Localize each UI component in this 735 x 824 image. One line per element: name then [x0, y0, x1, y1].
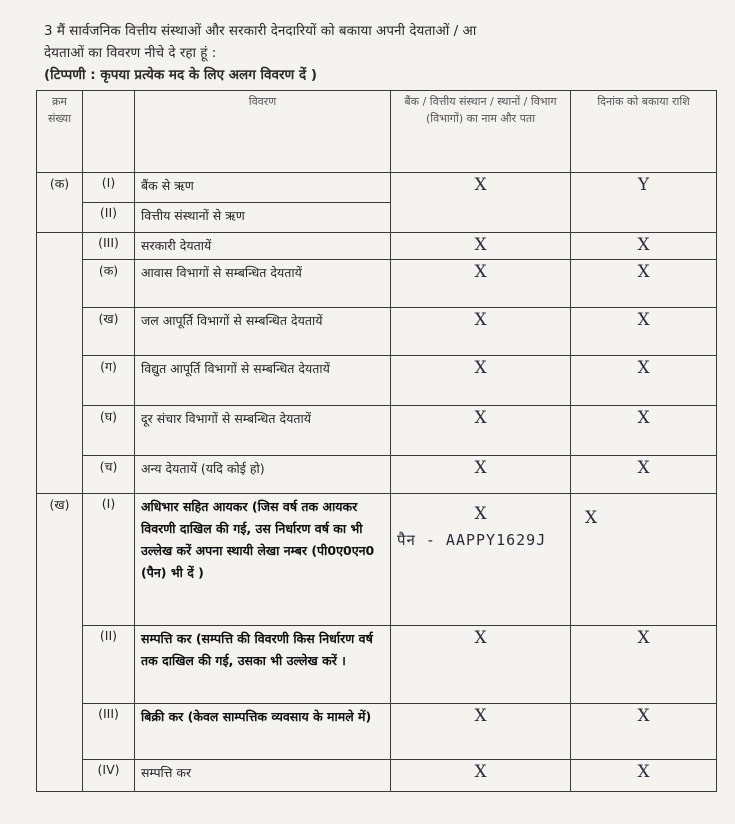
- row-number: (III): [83, 704, 135, 760]
- institution-cell: [391, 494, 571, 626]
- row-number: (II): [83, 626, 135, 704]
- amount-mark: X: [571, 356, 717, 406]
- table-row: [37, 626, 717, 704]
- header-amount: दिनांक को बकाया राशि: [571, 91, 717, 173]
- heading-note: (टिप्पणी : कृपया प्रत्येक मद के लिए अलग विवरण दें ): [44, 67, 318, 83]
- amount-mark: X: [571, 233, 717, 260]
- header-row: [37, 91, 717, 173]
- group-label: (ख): [37, 494, 83, 792]
- row-description: दूर संचार विभागों से सम्बन्धित देयतायें: [135, 406, 391, 456]
- amount-mark: Y: [571, 173, 717, 233]
- amount-mark: X: [571, 760, 717, 792]
- header-institution: बैंक / वित्तीय संस्थान / स्थानों / विभाग (विभागों) का नाम और पता: [391, 91, 571, 173]
- institution-mark: X: [391, 173, 571, 233]
- heading-line-1: 3 मैं सार्वजनिक वित्तीय संस्थाओं और सरकारी देनदारियों को बकाया अपनी देयताओं / आ: [44, 23, 477, 39]
- row-description: बिक्री कर (केवल साम्पत्तिक व्यवसाय के मामले में): [135, 704, 391, 760]
- row-description: अन्य देयतायें (यदि कोई हो): [135, 456, 391, 494]
- table-row: [37, 233, 717, 260]
- table-row: [37, 704, 717, 760]
- header-serial: क्रम संख्या: [37, 91, 83, 173]
- table-row: [37, 456, 717, 494]
- row-description: विद्युत आपूर्ति विभागों से सम्बन्धित देयतायें: [135, 356, 391, 406]
- institution-mark: X: [391, 260, 571, 308]
- table-row: [37, 494, 717, 626]
- amount-mark: X: [571, 308, 717, 356]
- amount-mark: X: [571, 704, 717, 760]
- table-row: [37, 308, 717, 356]
- row-number: (I): [83, 494, 135, 626]
- liabilities-table: [36, 90, 717, 792]
- header-blank: [83, 91, 135, 173]
- amount-mark: X: [571, 406, 717, 456]
- amount-mark: X: [571, 626, 717, 704]
- institution-mark: X: [391, 356, 571, 406]
- row-description: आवास विभागों से सम्बन्धित देयतायें: [135, 260, 391, 308]
- table-row: [37, 173, 717, 203]
- table-row: [37, 760, 717, 792]
- amount-mark: X: [571, 456, 717, 494]
- row-description: सरकारी देयतायें: [135, 233, 391, 260]
- institution-mark: X: [391, 626, 571, 704]
- row-description: सम्पत्ति कर (सम्पत्ति की विवरणी किस निर्धारण वर्ष तक दाखिल की गई, उसका भी उल्लेख करें ।: [135, 626, 391, 704]
- row-description: सम्पत्ति कर: [135, 760, 391, 792]
- institution-mark: X: [391, 760, 571, 792]
- table-row: [37, 356, 717, 406]
- pan-number-handwritten: पैन - AAPPY1629J: [397, 531, 547, 549]
- heading-line-2: देयताओं का विवरण नीचे दे रहा हूं :: [44, 45, 217, 61]
- row-number: (II): [83, 203, 135, 233]
- row-number: (III): [83, 233, 135, 260]
- group-blank: [37, 233, 83, 494]
- institution-mark: X: [391, 233, 571, 260]
- row-number: (IV): [83, 760, 135, 792]
- row-description: बैंक से ऋण: [135, 173, 391, 203]
- row-description: वित्तीय संस्थानों से ऋण: [135, 203, 391, 233]
- institution-mark: X: [391, 456, 571, 494]
- institution-mark: X: [391, 308, 571, 356]
- institution-mark: X: [391, 704, 571, 760]
- amount-mark: X: [571, 260, 717, 308]
- institution-mark: X: [474, 504, 487, 524]
- row-number: (ग): [83, 356, 135, 406]
- group-label: (क): [37, 173, 83, 233]
- amount-mark: X: [571, 494, 717, 626]
- row-number: (च): [83, 456, 135, 494]
- row-number: (घ): [83, 406, 135, 456]
- table-row: [37, 406, 717, 456]
- row-description: अधिभार सहित आयकर (जिस वर्ष तक आयकर विवरणी दाखिल की गई, उस निर्धारण वर्ष का भी उल्लेख करें अपना स्थायी लेखा नम्बर (पी0ए0एन0 (पैन) भी दें ): [135, 494, 391, 626]
- header-details: विवरण: [135, 91, 391, 173]
- institution-mark: X: [391, 406, 571, 456]
- row-number: (ख): [83, 308, 135, 356]
- table-row: [37, 260, 717, 308]
- row-number: (क): [83, 260, 135, 308]
- section-heading: [44, 20, 714, 86]
- row-number: (I): [83, 173, 135, 203]
- row-description: जल आपूर्ति विभागों से सम्बन्धित देयतायें: [135, 308, 391, 356]
